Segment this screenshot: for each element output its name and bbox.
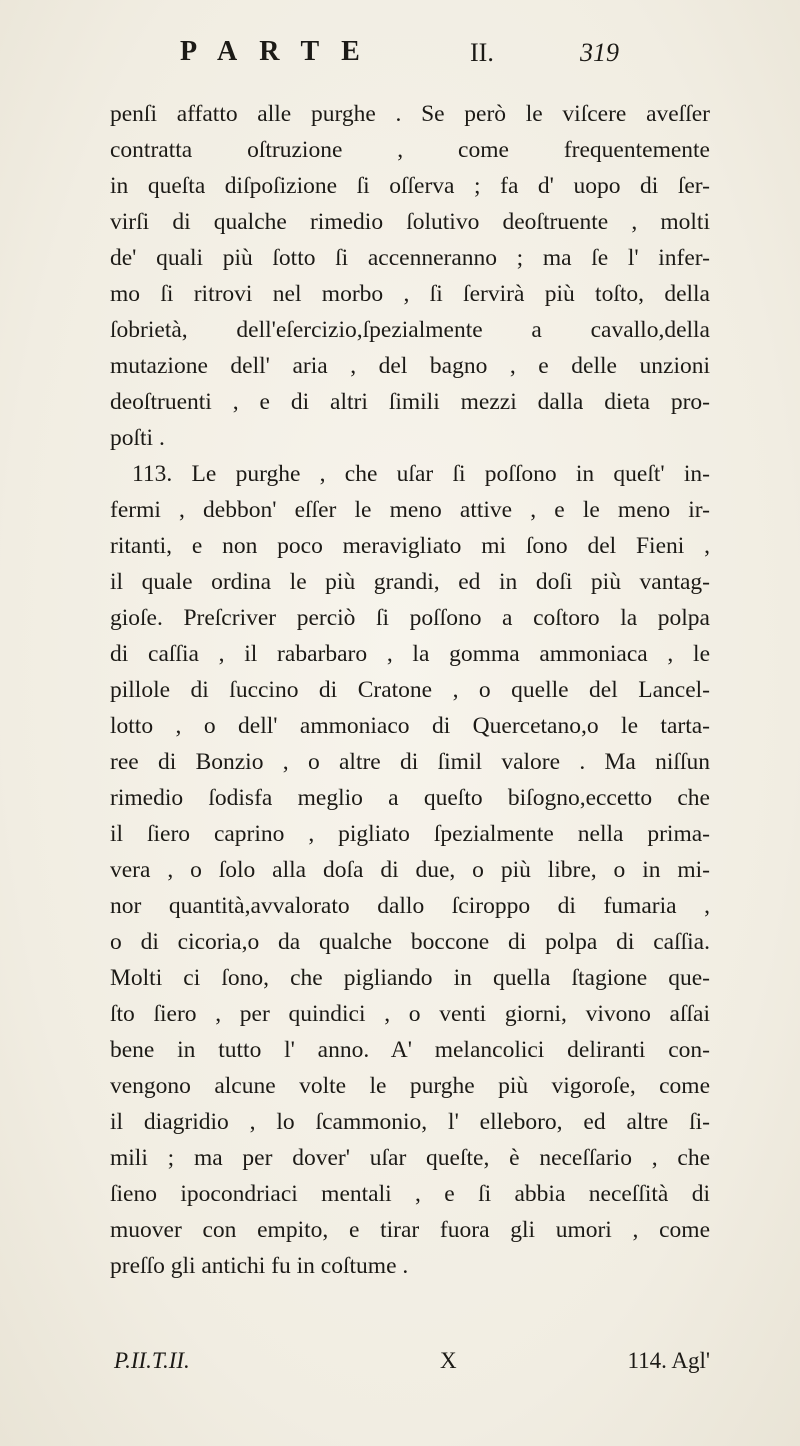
text-line: o di cicoria,o da qualche boccone di polpa di caſſia. [110,929,710,955]
text-line: vengono alcune volte le purghe più vigoroſe, come [110,1073,710,1099]
text-line: rimedio ſodisfa meglio a queſto biſogno,eccetto che [110,785,710,811]
text-line: ritanti, e non poco meravigliato mi ſono del Fieni , [110,533,710,559]
running-head [0,36,800,80]
text-line: contratta oſtruzione , come frequentemente [110,137,710,163]
text-line: poſti . [110,425,165,451]
text-line: il diagridio , lo ſcammonio, l' elleboro, ed altre ſi- [110,1109,710,1135]
page-number: 319 [580,38,619,67]
text-line: ſieno ipocondriaci mentali , e ſi abbia neceſſità di [110,1181,710,1207]
text-line: mo ſi ritrovi nel morbo , ſi ſervirà più toſto, della [110,281,710,307]
text-line: ſobrietà, dell'eſercizio,ſpezialmente a cavallo,della [110,317,710,343]
text-line: di caſſia , il rabarbaro , la gomma ammoniaca , le [110,641,710,667]
body-text [110,96,710,1284]
catchword: 114. Agl' [627,1348,710,1373]
text-line: ſto ſiero , per quindici , o venti giorni, vivono aſſai [110,1001,710,1027]
text-line: penſi affatto alle purghe . Se però le viſcere aveſſer [110,101,710,127]
text-line: bene in tutto l' anno. A' melancolici deliranti con- [110,1037,710,1063]
text-line: gioſe. Preſcriver perciò ſi poſſono a coſtoro la polpa [110,605,710,631]
text-line: il quale ordina le più grandi, ed in doſi più vantag- [110,569,710,595]
signature-mark: P.II.T.II. [114,1348,190,1373]
text-line: nor quantità,avvalorato dallo ſciroppo di fumaria , [110,893,710,919]
running-head-title: PARTE [180,36,382,67]
text-line: fermi , debbon' eſſer le meno attive , e le meno ir- [110,497,710,523]
text-line: deoſtruenti , e di altri ſimili mezzi dalla dieta pro- [110,389,710,415]
text-line: virſi di qualche rimedio ſolutivo deoſtruente , molti [110,209,710,235]
text-line: mili ; ma per dover' uſar queſte, è neceſſario , che [110,1145,710,1171]
text-line: ree di Bonzio , o altre di ſimil valore . Ma niſſun [110,749,710,775]
text-line: il ſiero caprino , pigliato ſpezialmente nella prima- [110,821,710,847]
text-line: preſſo gli antichi fu in coſtume . [110,1253,409,1279]
text-line: muover con empito, e tirar fuora gli umori , come [110,1217,710,1243]
text-line: de' quali più ſotto ſi accenneranno ; ma ſe l' infer- [110,245,710,271]
text-line: mutazione dell' aria , del bagno , e delle unzioni [110,353,710,379]
text-line: Molti ci ſono, che pigliando in quella ſtagione que- [110,965,710,991]
text-line: vera , o ſolo alla doſa di due, o più libre, o in mi- [110,857,710,883]
quire-mark: X [440,1348,457,1373]
text-line: lotto , o dell' ammoniaco di Quercetano,o le tarta- [110,713,710,739]
paragraph-start-line: 113. Le purghe , che uſar ſi poſſono in queſt' in- [132,461,710,487]
running-head-part: II. [470,38,494,67]
text-line: in queſta diſpoſizione ſi oſſerva ; fa d' uopo di ſer- [110,173,710,199]
page-footer [110,1348,710,1384]
text-line: pillole di ſuccino di Cratone , o quelle del Lancel- [110,677,710,703]
